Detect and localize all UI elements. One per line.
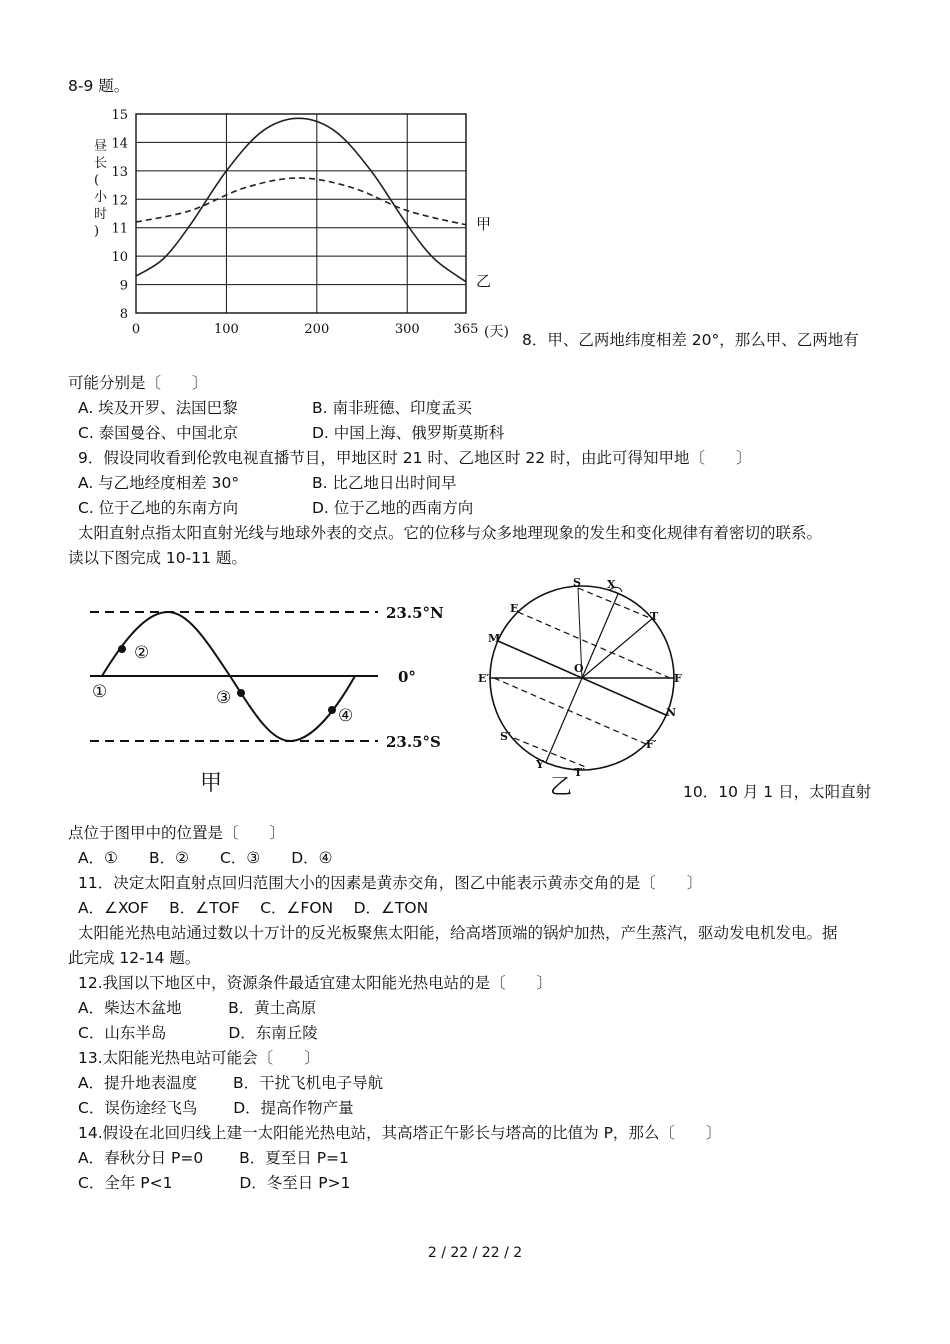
y-tick-label: 8 bbox=[119, 307, 128, 322]
label-O: O bbox=[574, 662, 584, 675]
y-tick-label: 11 bbox=[111, 221, 128, 237]
y-tick-label: 9 bbox=[119, 278, 128, 294]
label-F-prime: F′ bbox=[646, 738, 657, 751]
q12-options-cd: C．山东半岛 D．东南丘陵 bbox=[78, 1024, 318, 1042]
point-2-dot bbox=[118, 645, 126, 653]
q14-stem: 14.假设在北回归线上建一太阳能光热电站，其高塔正午影长与塔高的比值为 P，那么〔 〕 bbox=[78, 1124, 722, 1142]
label-E-prime: E′ bbox=[478, 672, 490, 685]
q12-options-ab: A．柴达木盆地 B．黄土高原 bbox=[78, 999, 317, 1017]
q12-stem: 12.我国以下地区中，资源条件最适宜建太阳能光热电站的是〔 〕 bbox=[78, 974, 553, 992]
label-M: M bbox=[488, 632, 501, 645]
q9-stem: 9．假设同收看到伦敦电视直播节目，甲地区时 21 时、乙地区时 22 时，由此可得知甲地〔 〕 bbox=[78, 449, 752, 467]
q9-option-a: A. 与乙地经度相差 30° bbox=[78, 474, 240, 492]
figure-jia-caption: 甲 bbox=[200, 771, 223, 796]
series-yi-label: 乙 bbox=[476, 272, 492, 290]
x-tick-label: 365 bbox=[453, 322, 479, 337]
q8-option-d: D. 中国上海、俄罗斯莫斯科 bbox=[312, 424, 505, 442]
q13-stem: 13.太阳能光热电站可能会〔 〕 bbox=[78, 1049, 320, 1067]
label-N: N bbox=[666, 706, 677, 719]
q13-options-cd: C．误伤途经飞鸟 D．提高作物产量 bbox=[78, 1099, 354, 1117]
y-tick-label: 14 bbox=[111, 136, 128, 152]
y-tick-label: 13 bbox=[111, 164, 128, 180]
q10-options: A．① B．② C．③ D．④ bbox=[78, 849, 333, 867]
label-T-prime: T′ bbox=[574, 766, 586, 779]
q8-option-a: A. 埃及开罗、法国巴黎 bbox=[78, 399, 238, 417]
label-X: X bbox=[607, 578, 616, 591]
label-F: F bbox=[674, 672, 682, 685]
point-4-label: ④ bbox=[338, 706, 354, 726]
figure-jia bbox=[80, 590, 450, 805]
label-Y: Y bbox=[536, 758, 544, 771]
point-3-dot bbox=[237, 689, 245, 697]
y-axis-label-char: ) bbox=[94, 224, 100, 239]
label-T: T bbox=[650, 610, 659, 623]
y-axis-label-char: 昼 bbox=[94, 139, 108, 154]
intro-sun-point-line1: 太阳直射点指太阳直射光线与地球外表的交点。它的位移与众多地理现象的发生和变化规律有着密切的联系。 bbox=[78, 524, 823, 542]
q9-option-b: B. 比乙地日出时间早 bbox=[312, 474, 457, 492]
lat-south-label: 23.5°S bbox=[386, 733, 441, 751]
y-axis-label-char: 小 bbox=[94, 190, 108, 205]
section-header: 8-9 题。 bbox=[68, 77, 130, 95]
y-axis-label-char: ( bbox=[94, 173, 100, 188]
label-S-prime: S′ bbox=[500, 730, 511, 743]
lat-equator-label: 0° bbox=[398, 668, 416, 686]
x-tick-label: 100 bbox=[213, 322, 239, 337]
q14-options-ab: A．春秋分日 P=0 B．夏至日 P=1 bbox=[78, 1149, 349, 1167]
y-tick-label: 15 bbox=[111, 108, 128, 123]
y-tick-label: 10 bbox=[111, 250, 128, 266]
point-1-label: ① bbox=[92, 682, 108, 702]
y-axis-label-char: 时 bbox=[94, 207, 108, 222]
q8-stem-part2: 可能分别是〔 〕 bbox=[68, 374, 208, 392]
y-axis-label-char: 长 bbox=[94, 156, 108, 171]
series-jia-label: 甲 bbox=[476, 215, 492, 233]
page-footer: 2 / 22 / 22 / 2 bbox=[427, 1245, 523, 1261]
point-2-label: ② bbox=[134, 643, 150, 663]
q11-stem: 11．决定太阳直射点回归范围大小的因素是黄赤交角，图乙中能表示黄赤交角的是〔 〕 bbox=[78, 874, 703, 892]
q8-option-c: C. 泰国曼谷、中国北京 bbox=[78, 424, 239, 442]
x-tick-label: 300 bbox=[394, 322, 420, 337]
intro-solar-plant-line1: 太阳能光热电站通过数以十万计的反光板聚焦太阳能，给高塔顶端的锅炉加热，产生蒸汽，驱动发电机发电。据 bbox=[78, 924, 838, 942]
intro-sun-point-line2: 读以下图完成 10-11 题。 bbox=[68, 549, 247, 567]
figure-yi-caption: 乙 bbox=[550, 775, 573, 800]
label-S: S bbox=[573, 576, 581, 589]
x-tick-label: 200 bbox=[304, 322, 330, 337]
lat-north-label: 23.5°N bbox=[386, 604, 444, 622]
q8-stem-part1: 8．甲、乙两地纬度相差 20°，那么甲、乙两地有 bbox=[522, 331, 859, 349]
q10-stem-part2: 点位于图甲中的位置是〔 〕 bbox=[68, 824, 286, 842]
q9-option-d: D. 位于乙地的西南方向 bbox=[312, 499, 474, 517]
q13-options-ab: A．提升地表温度 B．干扰飞机电子导航 bbox=[78, 1074, 384, 1092]
point-3-label: ③ bbox=[216, 688, 232, 708]
q9-option-c: C. 位于乙地的东南方向 bbox=[78, 499, 239, 517]
label-E: E bbox=[510, 602, 519, 615]
q11-options: A．∠XOF B．∠TOF C．∠FON D．∠TON bbox=[78, 899, 429, 917]
x-axis-label: (天) bbox=[484, 324, 509, 340]
series-jia-line bbox=[136, 178, 466, 225]
point-4-dot bbox=[328, 706, 336, 714]
figure-yi bbox=[470, 572, 695, 802]
q10-stem-part1: 10．10 月 1 日，太阳直射 bbox=[683, 783, 872, 801]
q8-option-b: B. 南非班德、印度孟买 bbox=[312, 399, 472, 417]
x-tick-label: 0 bbox=[131, 322, 141, 337]
y-tick-label: 12 bbox=[111, 193, 128, 209]
day-length-chart bbox=[78, 100, 518, 345]
intro-solar-plant-line2: 此完成 12-14 题。 bbox=[68, 949, 201, 967]
q14-options-cd: C．全年 P<1 D．冬至日 P>1 bbox=[78, 1174, 351, 1192]
